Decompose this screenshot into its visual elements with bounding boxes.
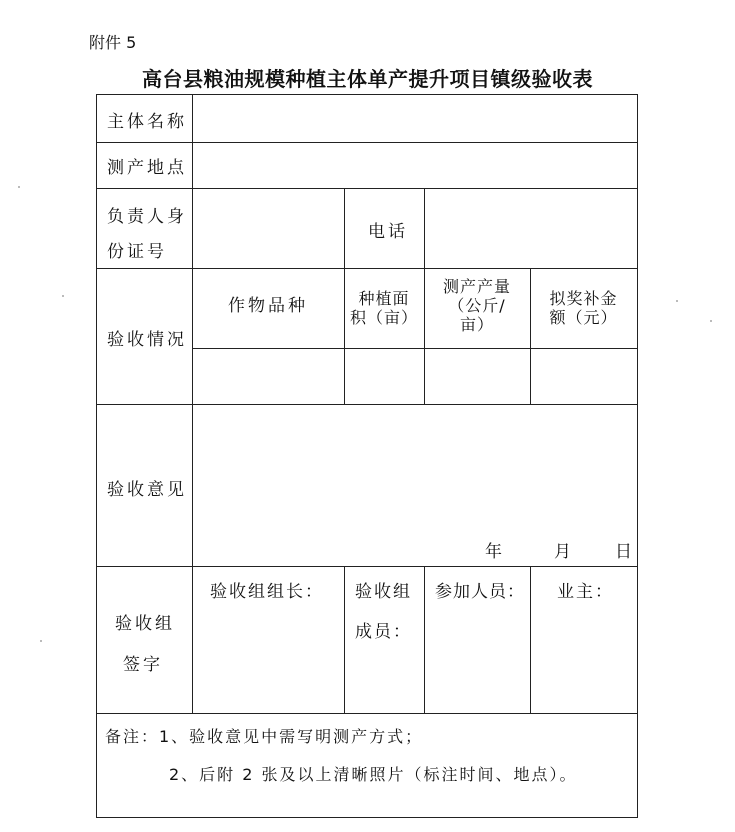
row-divider: [97, 566, 637, 567]
date-year: 年: [485, 542, 502, 562]
phone-label: 电话: [368, 222, 408, 242]
scan-speck: [40, 640, 42, 642]
yield-header-line1: 测产产量: [442, 277, 511, 296]
subsidy-header-line2: 额（元）: [549, 308, 618, 327]
yield-header-line3: 亩）: [459, 315, 494, 334]
leader-signature-label: 验收组组长：: [210, 582, 324, 602]
sign-label-line1: 验收组: [115, 614, 175, 634]
area-header-line2: 积（亩）: [349, 308, 418, 327]
crop-variety-header: 作物品种: [228, 296, 308, 316]
id-label-line1: 负责人身: [107, 207, 187, 227]
col-divider: [344, 566, 345, 713]
row-divider: [97, 142, 637, 143]
sign-label-line2: 签字: [123, 655, 163, 675]
id-label-line2: 份证号: [107, 242, 167, 262]
row-divider: [97, 268, 637, 269]
subsidy-header-line1: 拟奖补金: [549, 289, 618, 308]
scan-speck: [676, 300, 678, 302]
yield-header: [424, 277, 530, 334]
attachment-label: 附件 5: [89, 33, 137, 52]
area-header-line1: 种植面: [358, 289, 410, 308]
yield-header-line2: （公斤/: [448, 296, 506, 315]
form-title: 高台县粮油规模种植主体单产提升项目镇级验收表: [142, 67, 593, 91]
row-divider: [97, 188, 637, 189]
participants-label: 参加人员：: [435, 582, 525, 602]
scan-speck: [62, 295, 64, 297]
date-day: 日: [615, 542, 632, 562]
row-divider: [97, 713, 637, 714]
acceptance-form: [96, 94, 638, 818]
col-divider: [192, 95, 193, 713]
col-divider: [424, 566, 425, 713]
scan-speck: [710, 320, 712, 322]
date-month: 月: [554, 542, 571, 562]
acceptance-opinion-label: 验收意见: [107, 480, 187, 500]
note-line2: 2、后附 2 张及以上清晰照片（标注时间、地点）。: [169, 765, 578, 784]
note-line1: 备注：1、验收意见中需写明测产方式；: [105, 727, 424, 746]
location-label: 测产地点: [107, 158, 187, 178]
area-header: [344, 289, 424, 327]
col-divider: [530, 566, 531, 713]
row-divider: [192, 348, 637, 349]
row-divider: [97, 404, 637, 405]
scan-speck: [18, 186, 20, 188]
owner-label: 业主：: [557, 582, 614, 602]
entity-name-label: 主体名称: [107, 112, 187, 132]
acceptance-status-label: 验收情况: [107, 330, 187, 350]
subsidy-header: [530, 289, 637, 327]
member-signature-line2: 成员：: [355, 622, 412, 642]
member-signature-line1: 验收组: [355, 582, 412, 602]
